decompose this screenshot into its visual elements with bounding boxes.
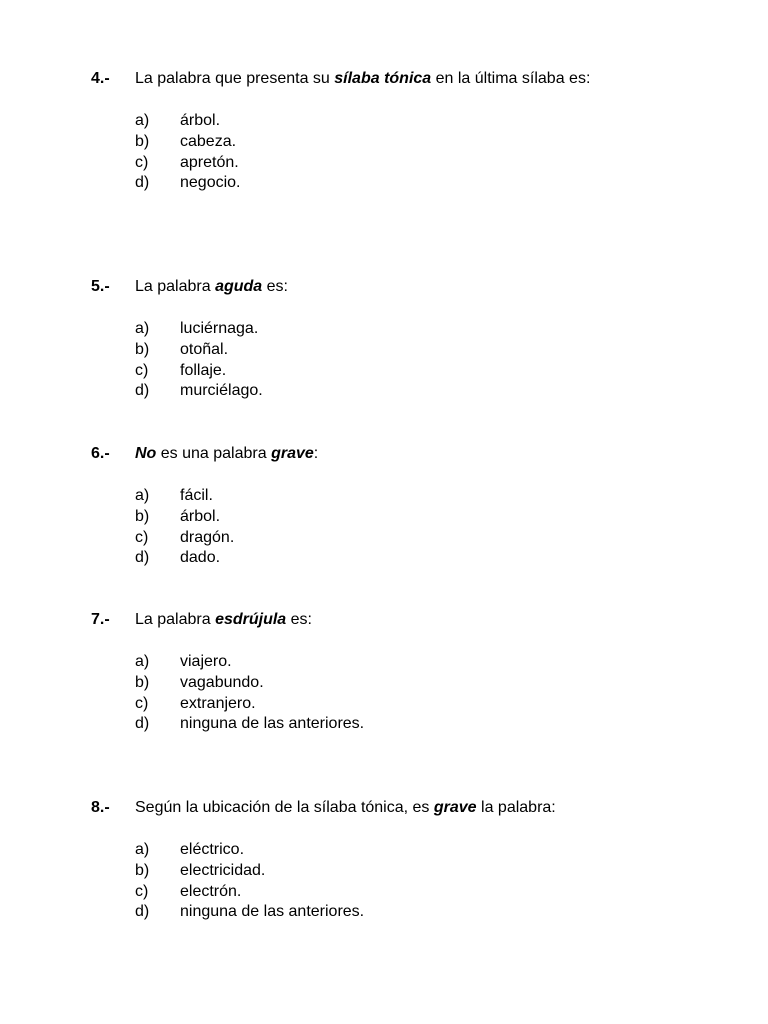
option-text: viajero. [180, 653, 232, 670]
option-text: ninguna de las anteriores. [180, 903, 365, 921]
option-letter: a) [135, 487, 150, 504]
emphasis: No [135, 445, 157, 462]
option-text: electricidad. [180, 861, 266, 879]
question-stem: Según la ubicación de la sílaba tónica, es grave la palabra: [135, 799, 556, 816]
option-letter: b) [135, 132, 150, 150]
option-text: dado. [180, 549, 221, 567]
option-letter: b) [135, 861, 150, 879]
option-text: extranjero. [180, 694, 256, 712]
option-text: negocio. [180, 174, 241, 192]
option-text: vagabundo. [180, 673, 264, 691]
option-letter: d) [135, 715, 150, 733]
emphasis: sílaba tónica [334, 70, 432, 87]
option-letter: d) [135, 382, 150, 400]
option-text: cabeza. [180, 132, 237, 150]
option-text: follaje. [180, 361, 227, 379]
question-stem: No es una palabra grave: [135, 445, 319, 462]
option-letter: b) [135, 673, 150, 691]
option-text: murciélago. [180, 382, 263, 400]
question-number: 7.- [91, 611, 110, 628]
option-text: apretón. [180, 153, 239, 171]
option-letter: c) [135, 361, 149, 379]
option-letter: c) [135, 882, 149, 900]
option-text: árbol. [180, 507, 221, 525]
option-letter: b) [135, 340, 150, 358]
option-text: fácil. [180, 487, 213, 504]
option-letter: d) [135, 549, 150, 567]
option-text: otoñal. [180, 340, 229, 358]
option-letter: d) [135, 903, 150, 921]
option-text: árbol. [180, 112, 221, 129]
option-letter: d) [135, 174, 150, 192]
emphasis: grave [271, 445, 314, 462]
question-stem: La palabra que presenta su sílaba tónica en la última sílaba es: [135, 70, 591, 87]
emphasis: esdrújula [215, 611, 287, 628]
question-number: 6.- [91, 445, 110, 462]
option-letter: b) [135, 507, 150, 525]
option-text: electrón. [180, 882, 242, 900]
option-text: eléctrico. [180, 841, 245, 858]
option-letter: a) [135, 320, 150, 337]
question-stem: La palabra aguda es: [135, 278, 288, 295]
question-number: 8.- [91, 799, 110, 816]
option-text: ninguna de las anteriores. [180, 715, 365, 733]
option-letter: c) [135, 694, 149, 712]
option-text: luciérnaga. [180, 320, 259, 337]
option-text: dragón. [180, 528, 235, 546]
option-letter: a) [135, 112, 150, 129]
option-letter: a) [135, 841, 150, 858]
option-letter: a) [135, 653, 150, 670]
question-stem: La palabra esdrújula es: [135, 611, 312, 628]
question-number: 5.- [91, 278, 110, 295]
emphasis: grave [433, 799, 477, 816]
emphasis: aguda [215, 278, 263, 295]
question-number: 4.- [91, 70, 110, 87]
option-letter: c) [135, 528, 149, 546]
option-letter: c) [135, 153, 149, 171]
